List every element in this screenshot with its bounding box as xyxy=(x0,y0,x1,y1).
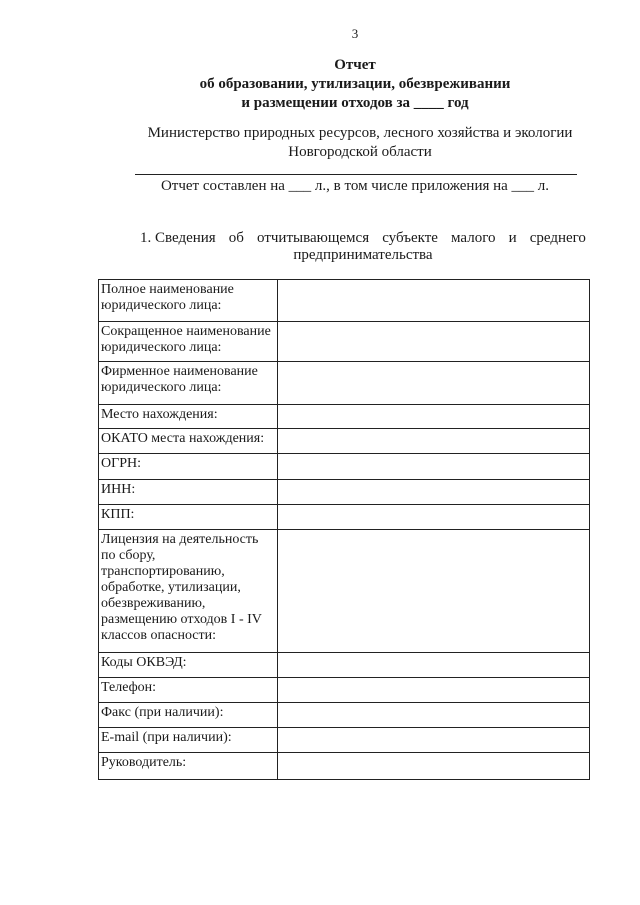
table-row xyxy=(99,405,590,429)
table-row xyxy=(99,653,590,678)
section-heading-line-2: предпринимательства xyxy=(293,247,433,263)
report-title-line-2: об образовании, утилизации, обезвреживании xyxy=(199,76,511,92)
ministry-line-2: Новгородской области xyxy=(288,144,432,160)
field-value-cell[interactable] xyxy=(278,703,590,728)
section-heading-word: субъекте xyxy=(382,230,438,246)
field-label: E-mail (при наличии): xyxy=(99,728,278,753)
field-value-cell[interactable] xyxy=(278,678,590,703)
field-label: КПП: xyxy=(99,505,278,530)
field-value-cell[interactable] xyxy=(278,653,590,678)
table-row xyxy=(99,530,590,653)
field-value-cell[interactable] xyxy=(278,530,590,653)
section-heading-word: малого xyxy=(451,230,496,246)
field-value-cell[interactable] xyxy=(278,429,590,454)
field-value-cell[interactable] xyxy=(278,362,590,405)
table-row xyxy=(99,728,590,753)
table-row xyxy=(99,703,590,728)
section-heading-word: 1. Сведения xyxy=(140,230,216,246)
field-value-cell[interactable] xyxy=(278,454,590,480)
field-label: Полное наименование юридического лица: xyxy=(99,280,278,322)
field-label: Фирменное наименование юридического лица: xyxy=(99,362,278,405)
table-row xyxy=(99,480,590,505)
field-label: Лицензия на деятельность по сбору, транспортированию, обработке, утилизации, обезвреживанию, размещению отходов I - IV классов опасности: xyxy=(99,530,278,653)
field-label: Сокращенное наименование юридического лица: xyxy=(99,322,278,362)
section-heading xyxy=(140,230,586,264)
table-row xyxy=(99,362,590,405)
report-title-line-1: Отчет xyxy=(334,57,376,73)
field-label: ОГРН: xyxy=(99,454,278,480)
field-value-cell[interactable] xyxy=(278,405,590,429)
entity-info-table xyxy=(98,279,590,780)
field-label: Телефон: xyxy=(99,678,278,703)
ministry-line-1: Министерство природных ресурсов, лесного хозяйства и экологии xyxy=(147,125,573,141)
table-row xyxy=(99,454,590,480)
compiled-pages-note: Отчет составлен на ___ л., в том числе приложения на ___ л. xyxy=(160,178,550,194)
divider-line xyxy=(135,174,577,175)
table-row xyxy=(99,753,590,780)
section-heading-word: среднего xyxy=(529,230,586,246)
field-value-cell[interactable] xyxy=(278,728,590,753)
section-heading-word: и xyxy=(508,230,517,246)
field-label: ОКАТО места нахождения: xyxy=(99,429,278,454)
table-row xyxy=(99,505,590,530)
page-number: 3 xyxy=(351,26,359,41)
field-value-cell[interactable] xyxy=(278,753,590,780)
report-title-line-3: и размещении отходов за ____ год xyxy=(241,95,469,111)
section-heading-word: об xyxy=(228,230,244,246)
field-value-cell[interactable] xyxy=(278,322,590,362)
field-label: Коды ОКВЭД: xyxy=(99,653,278,678)
section-heading-word: отчитывающемся xyxy=(257,230,370,246)
report-title xyxy=(0,56,640,113)
table-row xyxy=(99,322,590,362)
section-heading-line-1 xyxy=(140,230,586,247)
table-row xyxy=(99,429,590,454)
field-value-cell[interactable] xyxy=(278,505,590,530)
field-label: Место нахождения: xyxy=(99,405,278,429)
field-label: Руководитель: xyxy=(99,753,278,780)
table-row xyxy=(99,678,590,703)
field-value-cell[interactable] xyxy=(278,280,590,322)
field-label: ИНН: xyxy=(99,480,278,505)
field-label: Факс (при наличии): xyxy=(99,703,278,728)
field-value-cell[interactable] xyxy=(278,480,590,505)
table-row xyxy=(99,280,590,322)
ministry-name xyxy=(0,124,640,162)
